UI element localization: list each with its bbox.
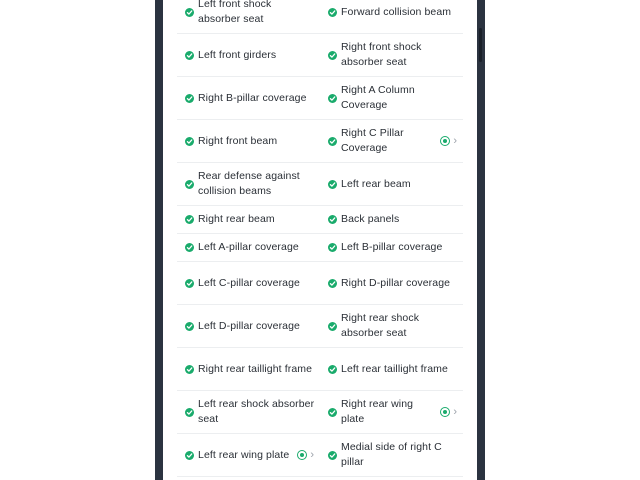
inspection-items-screen xyxy=(163,0,477,480)
inspection-item-label: Right rear taillight frame xyxy=(198,362,313,375)
eye-icon[interactable] xyxy=(440,136,450,146)
check-circle-icon xyxy=(328,94,337,103)
check-circle-icon xyxy=(185,408,194,417)
inspection-item-label: Medial side of right C pillar xyxy=(341,441,442,468)
inspection-item[interactable] xyxy=(320,77,463,120)
check-circle-icon xyxy=(328,51,337,60)
inspection-item[interactable] xyxy=(320,434,463,477)
inspection-item-label: Right D-pillar coverage xyxy=(341,276,451,289)
check-circle-icon xyxy=(328,243,337,252)
inspection-item[interactable] xyxy=(177,305,320,348)
inspection-item-label: Left front girders xyxy=(198,48,277,61)
inspection-row xyxy=(177,434,463,477)
inspection-row xyxy=(177,0,463,34)
inspection-item-label: Right B-pillar coverage xyxy=(198,91,307,104)
check-circle-icon xyxy=(185,8,194,17)
inspection-item[interactable] xyxy=(320,262,463,305)
inspection-item[interactable] xyxy=(177,391,320,434)
inspection-item-label: Back panels xyxy=(341,213,400,225)
check-circle-icon xyxy=(185,322,194,331)
inspection-item-label: Left C-pillar coverage xyxy=(198,276,300,289)
inspection-row xyxy=(177,77,463,120)
inspection-item[interactable] xyxy=(320,348,463,391)
check-circle-icon xyxy=(328,408,337,417)
check-circle-icon xyxy=(328,137,337,146)
inspection-item[interactable] xyxy=(177,77,320,120)
inspection-row xyxy=(177,120,463,163)
inspection-item[interactable] xyxy=(320,34,463,77)
inspection-row xyxy=(177,163,463,206)
check-circle-icon xyxy=(328,279,337,288)
inspection-item-label: Left D-pillar coverage xyxy=(198,319,300,332)
check-circle-icon xyxy=(328,365,337,374)
inspection-item[interactable] xyxy=(320,120,463,163)
inspection-row xyxy=(177,206,463,234)
inspection-item-label: Right rear wing plate xyxy=(341,398,414,425)
check-circle-icon xyxy=(185,451,194,460)
inspection-item[interactable] xyxy=(177,163,320,206)
inspection-row xyxy=(177,348,463,391)
check-circle-icon xyxy=(185,365,194,374)
chevron-right-icon[interactable]: › xyxy=(310,449,314,461)
item-detail-actions[interactable] xyxy=(297,450,314,460)
inspection-item[interactable] xyxy=(320,305,463,348)
inspection-item-label: Rear defense against collision beams xyxy=(198,170,300,197)
inspection-item-label: Left rear taillight frame xyxy=(341,362,448,375)
inspection-item-label: Right rear beam xyxy=(198,213,275,225)
inspection-item[interactable] xyxy=(177,0,320,34)
inspection-item-label: Left A-pillar coverage xyxy=(198,241,299,253)
inspection-row xyxy=(177,262,463,305)
check-circle-icon xyxy=(185,243,194,252)
inspection-item[interactable] xyxy=(177,234,320,262)
check-circle-icon xyxy=(185,180,194,189)
item-detail-actions[interactable] xyxy=(440,136,457,146)
device-bezel-right xyxy=(477,0,485,480)
inspection-item-label: Right A Column Coverage xyxy=(341,84,415,111)
inspection-item[interactable] xyxy=(320,206,463,234)
check-circle-icon xyxy=(185,137,194,146)
inspection-item[interactable] xyxy=(320,234,463,262)
inspection-item[interactable] xyxy=(320,163,463,206)
item-detail-actions[interactable] xyxy=(440,407,457,417)
inspection-item[interactable] xyxy=(320,391,463,434)
check-circle-icon xyxy=(328,322,337,331)
inspection-item[interactable] xyxy=(320,0,463,34)
inspection-row xyxy=(177,305,463,348)
inspection-item[interactable] xyxy=(177,262,320,305)
scrollbar-thumb[interactable] xyxy=(479,28,482,62)
check-circle-icon xyxy=(328,215,337,224)
check-circle-icon xyxy=(328,451,337,460)
inspection-row xyxy=(177,234,463,262)
inspection-item[interactable] xyxy=(177,34,320,77)
inspection-item-label: Left B-pillar coverage xyxy=(341,241,443,253)
inspection-item[interactable] xyxy=(177,434,320,477)
device-bezel-left xyxy=(155,0,163,480)
inspection-item-label: Left front shock absorber seat xyxy=(198,0,272,25)
inspection-item[interactable] xyxy=(177,120,320,163)
inspection-item-label: Forward collision beam xyxy=(341,5,452,18)
inspection-item-label: Left rear shock absorber seat xyxy=(198,398,315,425)
inspection-item-label: Left rear wing plate xyxy=(198,448,290,461)
chevron-right-icon[interactable]: › xyxy=(453,135,457,147)
eye-icon[interactable] xyxy=(440,407,450,417)
check-circle-icon xyxy=(328,180,337,189)
check-circle-icon xyxy=(185,279,194,288)
inspection-item[interactable] xyxy=(177,206,320,234)
eye-icon[interactable] xyxy=(297,450,307,460)
check-circle-icon xyxy=(185,215,194,224)
chevron-right-icon[interactable]: › xyxy=(453,406,457,418)
check-circle-icon xyxy=(328,8,337,17)
inspection-row xyxy=(177,391,463,434)
check-circle-icon xyxy=(185,51,194,60)
inspection-item-label: Right rear shock absorber seat xyxy=(341,312,420,339)
check-circle-icon xyxy=(185,94,194,103)
inspection-item-label: Right C Pillar Coverage xyxy=(341,127,404,154)
inspection-item-label: Right front beam xyxy=(198,134,278,147)
inspection-item[interactable] xyxy=(177,348,320,391)
inspection-row xyxy=(177,34,463,77)
inspection-item-label: Left rear beam xyxy=(341,177,411,190)
inspection-item-label: Right front shock absorber seat xyxy=(341,41,422,68)
inspection-item-grid xyxy=(177,0,463,477)
